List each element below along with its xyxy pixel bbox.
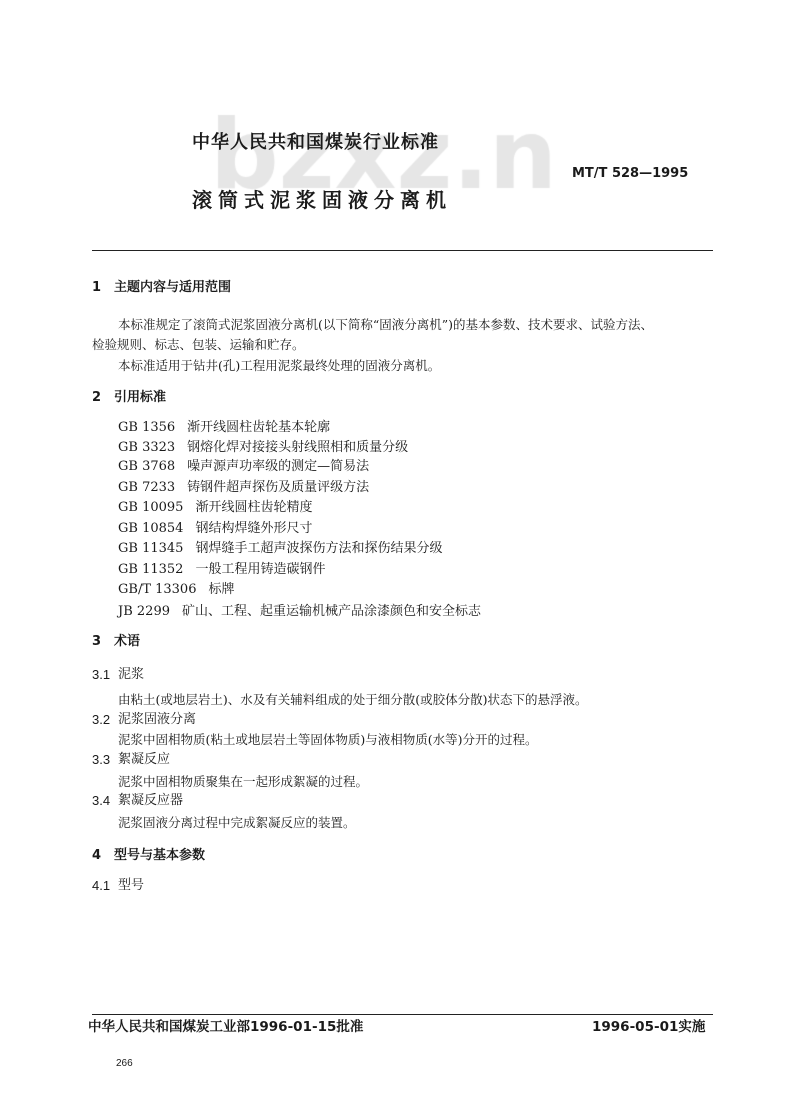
effective-date: 1996-05-01实施	[592, 1019, 706, 1035]
document-title: 滚筒式泥浆固液分离机	[192, 188, 452, 212]
section-1-paragraph-cont: 检验规则、标志、包装、运输和贮存。	[92, 337, 305, 352]
reference-item	[118, 521, 312, 537]
reference-code: GB 11352	[118, 562, 184, 577]
section-1-heading: 1 主题内容与适用范围	[92, 280, 232, 295]
reference-item	[118, 562, 325, 578]
reference-item	[118, 440, 408, 456]
term-name: 泥浆固液分离	[118, 712, 197, 727]
reference-code: GB 10095	[118, 500, 184, 515]
reference-code: GB 11345	[118, 541, 184, 556]
reference-code: GB 3768	[118, 459, 176, 474]
reference-code: GB 3323	[118, 440, 176, 455]
header-rule	[92, 250, 713, 251]
section-3-heading: 3 术语	[92, 634, 141, 649]
term-name: 絮凝反应器	[118, 793, 184, 808]
reference-item	[118, 582, 235, 598]
section-4-heading: 4 型号与基本参数	[92, 848, 206, 863]
term-number: 3.3	[92, 752, 111, 767]
reference-code: GB 1356	[118, 420, 176, 435]
page-number: 266	[116, 1058, 133, 1069]
reference-item	[118, 604, 481, 620]
term-number: 3.4	[92, 793, 111, 808]
standard-code: MT/T 528—1995	[572, 166, 689, 181]
reference-title: 钢结构焊缝外形尺寸	[195, 521, 313, 536]
reference-title: 一般工程用铸造碳钢件	[195, 562, 326, 577]
reference-code: JB 2299	[118, 604, 170, 619]
section-4-1-number: 4.1	[92, 878, 111, 893]
reference-title: 钢熔化焊对接接头射线照相和质量分级	[187, 440, 409, 455]
reference-title: 铸钢件超声探伤及质量评级方法	[187, 480, 370, 495]
reference-code: GB 7233	[118, 480, 176, 495]
org-standard-heading: 中华人民共和国煤炭行业标准	[192, 132, 439, 153]
section-1-paragraph: 本标准规定了滚筒式泥浆固液分离机(以下简称“固液分离机”)的基本参数、技术要求、试验方法、	[118, 317, 654, 332]
term-definition: 由粘土(或地层岩土)、水及有关辅料组成的处于细分散(或胶体分散)状态下的悬浮液。	[118, 692, 588, 707]
approval-text: 中华人民共和国煤炭工业部1996-01-15批准	[88, 1019, 364, 1035]
term-name: 絮凝反应	[118, 752, 171, 767]
reference-title: 渐开线圆柱齿轮精度	[195, 500, 313, 515]
reference-title: 钢焊缝手工超声波探伤方法和探伤结果分级	[195, 541, 443, 556]
reference-title: 噪声源声功率级的测定—简易法	[187, 459, 370, 474]
footer-rule	[92, 1014, 713, 1015]
section-4-1-title: 型号	[118, 878, 145, 893]
reference-item	[118, 459, 369, 475]
term-number: 3.1	[92, 667, 111, 682]
term-number: 3.2	[92, 712, 111, 727]
reference-code: GB 10854	[118, 521, 184, 536]
term-definition: 泥浆固液分离过程中完成絮凝反应的装置。	[118, 815, 356, 830]
reference-title: 矿山、工程、起重运输机械产品涂漆颜色和安全标志	[181, 604, 481, 619]
reference-item	[118, 541, 442, 557]
reference-item	[118, 480, 369, 496]
reference-code: GB/T 13306	[118, 582, 197, 597]
term-name: 泥浆	[118, 667, 145, 682]
reference-title: 渐开线圆柱齿轮基本轮廓	[187, 420, 331, 435]
section-1-paragraph-2: 本标准适用于钻井(孔)工程用泥浆最终处理的固液分离机。	[118, 358, 441, 373]
term-definition: 泥浆中固相物质(粘土或地层岩土等固体物质)与液相物质(水等)分开的过程。	[118, 732, 538, 747]
reference-item	[118, 500, 312, 516]
term-definition: 泥浆中固相物质聚集在一起形成絮凝的过程。	[118, 774, 369, 789]
section-2-heading: 2 引用标准	[92, 390, 167, 405]
reference-item	[118, 420, 330, 436]
reference-title: 标牌	[208, 582, 235, 597]
watermark	[200, 110, 560, 230]
